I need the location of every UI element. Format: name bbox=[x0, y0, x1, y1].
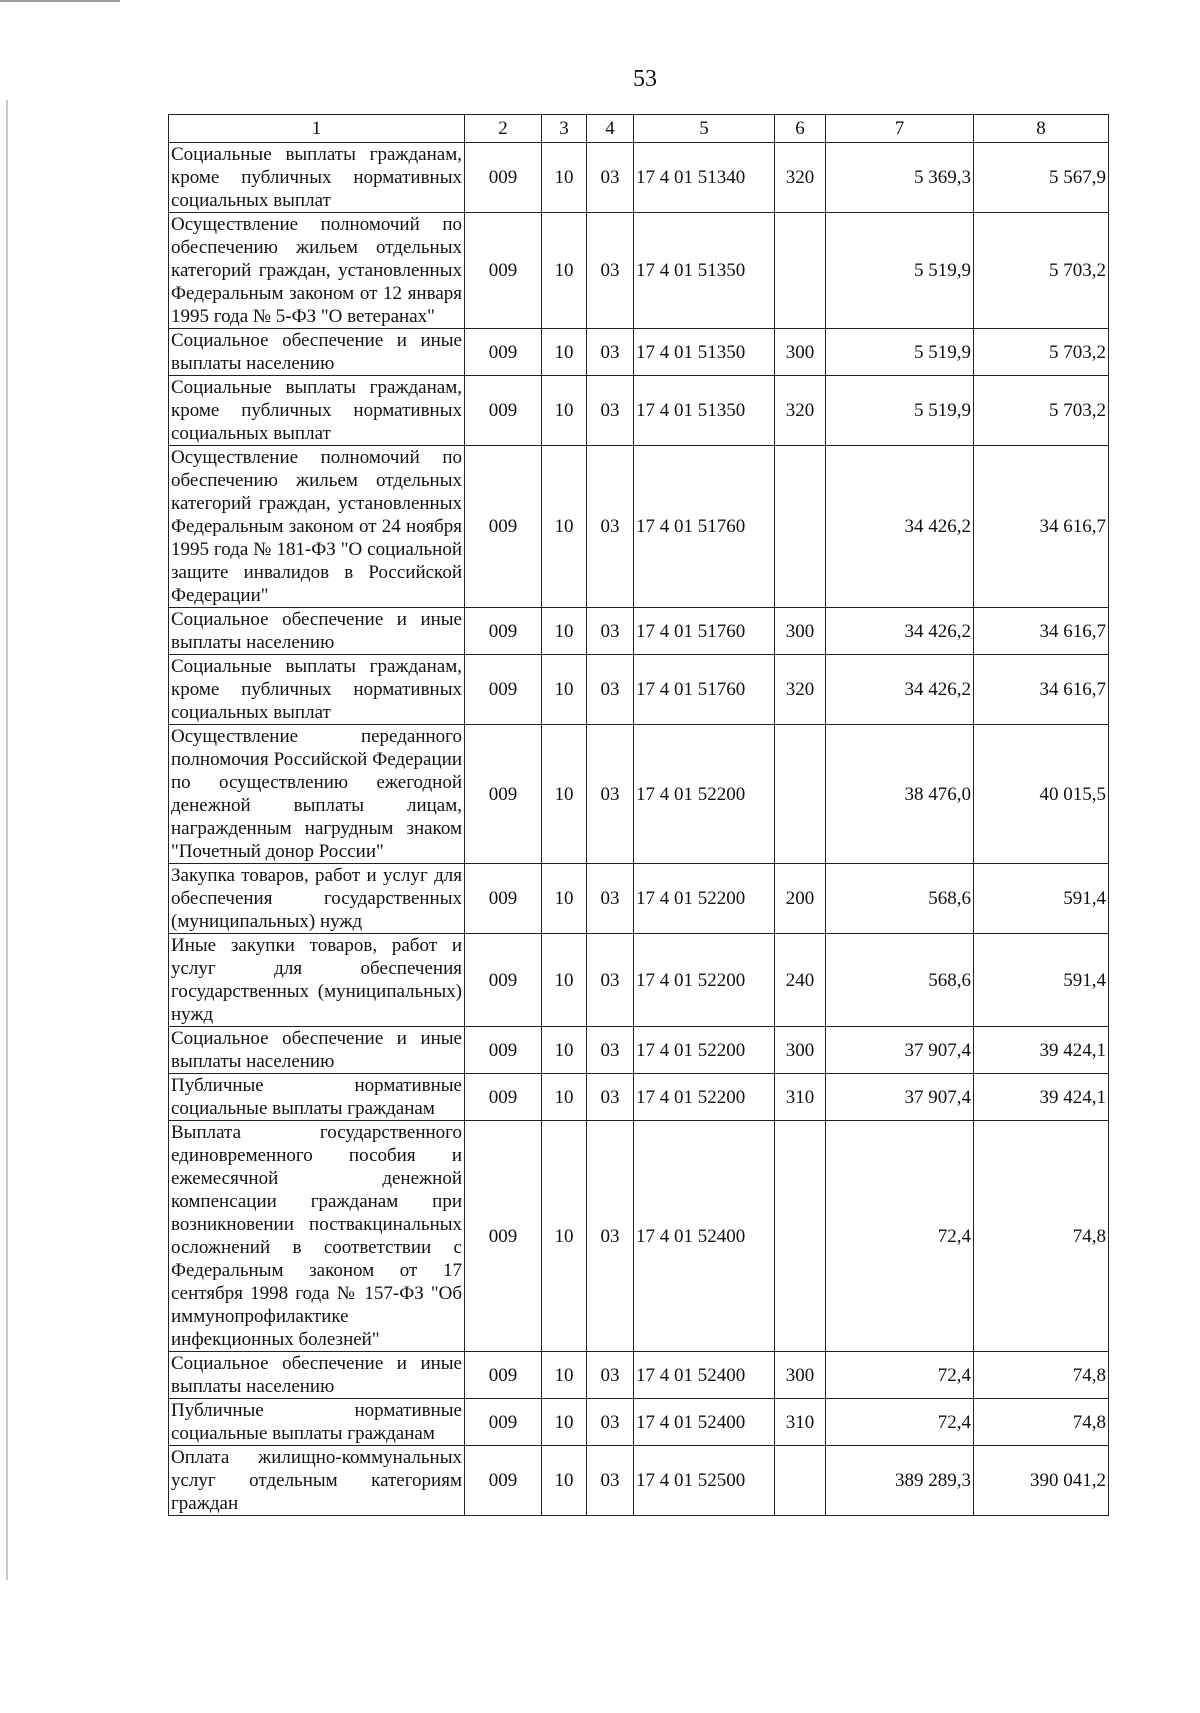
cell-subsection: 03 bbox=[587, 1027, 634, 1074]
cell-amount-year2: 591,4 bbox=[974, 934, 1109, 1027]
table-row bbox=[169, 329, 1109, 376]
cell-subsection: 03 bbox=[587, 143, 634, 213]
cell-target-article: 17 4 01 51340 bbox=[634, 143, 775, 213]
table-row bbox=[169, 1121, 1109, 1352]
row-name: Иные закупки товаров, работ и услуг для обеспечения государственных (муниципальных) нужд bbox=[169, 934, 465, 1027]
cell-subsection: 03 bbox=[587, 864, 634, 934]
cell-target-article: 17 4 01 52400 bbox=[634, 1399, 775, 1446]
cell-amount-year2: 390 041,2 bbox=[974, 1446, 1109, 1516]
cell-expense-type: 300 bbox=[775, 1027, 826, 1074]
cell-ministry-code: 009 bbox=[465, 329, 542, 376]
cell-amount-year2: 34 616,7 bbox=[974, 608, 1109, 655]
cell-section: 10 bbox=[542, 446, 587, 608]
table-row bbox=[169, 1399, 1109, 1446]
cell-expense-type: 300 bbox=[775, 1352, 826, 1399]
cell-amount-year1: 389 289,3 bbox=[826, 1446, 974, 1516]
table-row bbox=[169, 213, 1109, 329]
cell-amount-year2: 5 703,2 bbox=[974, 329, 1109, 376]
cell-target-article: 17 4 01 52500 bbox=[634, 1446, 775, 1516]
cell-subsection: 03 bbox=[587, 1121, 634, 1352]
cell-expense-type: 320 bbox=[775, 655, 826, 725]
cell-section: 10 bbox=[542, 1446, 587, 1516]
cell-expense-type bbox=[775, 725, 826, 864]
cell-section: 10 bbox=[542, 143, 587, 213]
cell-section: 10 bbox=[542, 725, 587, 864]
cell-subsection: 03 bbox=[587, 725, 634, 864]
cell-amount-year1: 37 907,4 bbox=[826, 1074, 974, 1121]
cell-ministry-code: 009 bbox=[465, 1121, 542, 1352]
cell-amount-year1: 72,4 bbox=[826, 1121, 974, 1352]
scan-artifact-edge bbox=[6, 100, 8, 1580]
cell-amount-year1: 5 519,9 bbox=[826, 329, 974, 376]
cell-ministry-code: 009 bbox=[465, 1027, 542, 1074]
row-name: Осуществление полномочий по обеспечению жильем отдельных категорий граждан, установленных Федеральным законом от 12 января 1995 года № 5-ФЗ "О ветеранах" bbox=[169, 213, 465, 329]
table-row bbox=[169, 864, 1109, 934]
cell-amount-year2: 74,8 bbox=[974, 1121, 1109, 1352]
cell-expense-type: 320 bbox=[775, 143, 826, 213]
cell-amount-year2: 39 424,1 bbox=[974, 1074, 1109, 1121]
cell-amount-year1: 38 476,0 bbox=[826, 725, 974, 864]
budget-table bbox=[168, 114, 1109, 1516]
cell-expense-type: 240 bbox=[775, 934, 826, 1027]
table-row bbox=[169, 1027, 1109, 1074]
cell-expense-type bbox=[775, 1121, 826, 1352]
cell-target-article: 17 4 01 51350 bbox=[634, 329, 775, 376]
row-name: Публичные нормативные социальные выплаты гражданам bbox=[169, 1399, 465, 1446]
table-row bbox=[169, 1074, 1109, 1121]
cell-target-article: 17 4 01 52200 bbox=[634, 725, 775, 864]
row-name: Социальное обеспечение и иные выплаты населению bbox=[169, 1352, 465, 1399]
header-cell: 7 bbox=[826, 115, 974, 143]
cell-amount-year2: 5 703,2 bbox=[974, 376, 1109, 446]
cell-subsection: 03 bbox=[587, 1074, 634, 1121]
table-header-row bbox=[169, 115, 1109, 143]
cell-ministry-code: 009 bbox=[465, 143, 542, 213]
header-cell: 5 bbox=[634, 115, 775, 143]
row-name: Социальные выплаты гражданам, кроме публичных нормативных социальных выплат bbox=[169, 143, 465, 213]
table-row bbox=[169, 143, 1109, 213]
cell-amount-year2: 34 616,7 bbox=[974, 446, 1109, 608]
cell-section: 10 bbox=[542, 864, 587, 934]
cell-target-article: 17 4 01 52200 bbox=[634, 864, 775, 934]
cell-subsection: 03 bbox=[587, 608, 634, 655]
cell-section: 10 bbox=[542, 1027, 587, 1074]
cell-expense-type bbox=[775, 1446, 826, 1516]
cell-subsection: 03 bbox=[587, 376, 634, 446]
cell-ministry-code: 009 bbox=[465, 864, 542, 934]
cell-expense-type: 310 bbox=[775, 1399, 826, 1446]
cell-section: 10 bbox=[542, 1074, 587, 1121]
table-row bbox=[169, 1352, 1109, 1399]
cell-ministry-code: 009 bbox=[465, 655, 542, 725]
cell-amount-year1: 34 426,2 bbox=[826, 608, 974, 655]
cell-amount-year2: 591,4 bbox=[974, 864, 1109, 934]
cell-section: 10 bbox=[542, 376, 587, 446]
cell-amount-year1: 72,4 bbox=[826, 1399, 974, 1446]
cell-amount-year1: 34 426,2 bbox=[826, 655, 974, 725]
cell-ministry-code: 009 bbox=[465, 376, 542, 446]
cell-section: 10 bbox=[542, 1399, 587, 1446]
table-row bbox=[169, 1446, 1109, 1516]
row-name: Социальное обеспечение и иные выплаты населению bbox=[169, 608, 465, 655]
cell-target-article: 17 4 01 52400 bbox=[634, 1352, 775, 1399]
cell-amount-year1: 34 426,2 bbox=[826, 446, 974, 608]
table-row bbox=[169, 608, 1109, 655]
cell-subsection: 03 bbox=[587, 213, 634, 329]
cell-section: 10 bbox=[542, 608, 587, 655]
header-cell: 2 bbox=[465, 115, 542, 143]
header-cell: 3 bbox=[542, 115, 587, 143]
cell-ministry-code: 009 bbox=[465, 608, 542, 655]
cell-subsection: 03 bbox=[587, 655, 634, 725]
cell-subsection: 03 bbox=[587, 446, 634, 608]
cell-amount-year1: 5 369,3 bbox=[826, 143, 974, 213]
row-name: Социальное обеспечение и иные выплаты населению bbox=[169, 1027, 465, 1074]
cell-amount-year2: 74,8 bbox=[974, 1399, 1109, 1446]
row-name: Осуществление полномочий по обеспечению жильем отдельных категорий граждан, установленных Федеральным законом от 24 ноября 1995 года № 181-ФЗ "О социальной защите инвалидов в Российской Федерации" bbox=[169, 446, 465, 608]
cell-expense-type: 300 bbox=[775, 329, 826, 376]
cell-target-article: 17 4 01 51350 bbox=[634, 376, 775, 446]
row-name: Социальные выплаты гражданам, кроме публичных нормативных социальных выплат bbox=[169, 655, 465, 725]
cell-subsection: 03 bbox=[587, 1446, 634, 1516]
cell-target-article: 17 4 01 52200 bbox=[634, 1074, 775, 1121]
cell-amount-year1: 72,4 bbox=[826, 1352, 974, 1399]
row-name: Закупка товаров, работ и услуг для обеспечения государственных (муниципальных) нужд bbox=[169, 864, 465, 934]
cell-amount-year2: 5 567,9 bbox=[974, 143, 1109, 213]
cell-ministry-code: 009 bbox=[465, 1352, 542, 1399]
cell-ministry-code: 009 bbox=[465, 446, 542, 608]
cell-amount-year2: 40 015,5 bbox=[974, 725, 1109, 864]
cell-amount-year1: 568,6 bbox=[826, 864, 974, 934]
cell-expense-type bbox=[775, 446, 826, 608]
header-cell: 4 bbox=[587, 115, 634, 143]
cell-amount-year2: 74,8 bbox=[974, 1352, 1109, 1399]
cell-ministry-code: 009 bbox=[465, 1399, 542, 1446]
cell-section: 10 bbox=[542, 655, 587, 725]
cell-target-article: 17 4 01 51350 bbox=[634, 213, 775, 329]
cell-section: 10 bbox=[542, 934, 587, 1027]
cell-expense-type: 200 bbox=[775, 864, 826, 934]
cell-amount-year1: 5 519,9 bbox=[826, 376, 974, 446]
cell-amount-year2: 5 703,2 bbox=[974, 213, 1109, 329]
header-cell: 1 bbox=[169, 115, 465, 143]
row-name: Социальное обеспечение и иные выплаты населению bbox=[169, 329, 465, 376]
cell-target-article: 17 4 01 52400 bbox=[634, 1121, 775, 1352]
page-number: 53 bbox=[633, 66, 657, 92]
cell-ministry-code: 009 bbox=[465, 1446, 542, 1516]
cell-expense-type: 320 bbox=[775, 376, 826, 446]
cell-target-article: 17 4 01 52200 bbox=[634, 934, 775, 1027]
cell-subsection: 03 bbox=[587, 329, 634, 376]
header-cell: 6 bbox=[775, 115, 826, 143]
cell-ministry-code: 009 bbox=[465, 725, 542, 864]
cell-target-article: 17 4 01 51760 bbox=[634, 446, 775, 608]
cell-expense-type: 310 bbox=[775, 1074, 826, 1121]
table-row bbox=[169, 446, 1109, 608]
cell-target-article: 17 4 01 51760 bbox=[634, 655, 775, 725]
row-name: Оплата жилищно-коммунальных услуг отдельным категориям граждан bbox=[169, 1446, 465, 1516]
cell-subsection: 03 bbox=[587, 1399, 634, 1446]
row-name: Социальные выплаты гражданам, кроме публичных нормативных социальных выплат bbox=[169, 376, 465, 446]
cell-amount-year2: 39 424,1 bbox=[974, 1027, 1109, 1074]
header-cell: 8 bbox=[974, 115, 1109, 143]
row-name: Публичные нормативные социальные выплаты гражданам bbox=[169, 1074, 465, 1121]
cell-ministry-code: 009 bbox=[465, 934, 542, 1027]
row-name: Осуществление переданного полномочия Российской Федерации по осуществлению ежегодной денежной выплаты лицам, награжденным нагрудным знаком "Почетный донор России" bbox=[169, 725, 465, 864]
table-row bbox=[169, 934, 1109, 1027]
cell-subsection: 03 bbox=[587, 934, 634, 1027]
table-row bbox=[169, 725, 1109, 864]
cell-amount-year1: 5 519,9 bbox=[826, 213, 974, 329]
cell-section: 10 bbox=[542, 1121, 587, 1352]
cell-amount-year1: 37 907,4 bbox=[826, 1027, 974, 1074]
table-row bbox=[169, 376, 1109, 446]
cell-section: 10 bbox=[542, 329, 587, 376]
cell-section: 10 bbox=[542, 213, 587, 329]
cell-subsection: 03 bbox=[587, 1352, 634, 1399]
table-row bbox=[169, 655, 1109, 725]
cell-amount-year1: 568,6 bbox=[826, 934, 974, 1027]
cell-expense-type: 300 bbox=[775, 608, 826, 655]
scan-artifact-line bbox=[0, 0, 120, 2]
cell-section: 10 bbox=[542, 1352, 587, 1399]
row-name: Выплата государственного единовременного пособия и ежемесячной денежной компенсации гражданам при возникновении поствакцинальных осложнений в соответствии с Федеральным законом от 17 сентября 1998 года № 157-ФЗ "Об иммунопрофилактике инфекционных болезней" bbox=[169, 1121, 465, 1352]
cell-ministry-code: 009 bbox=[465, 1074, 542, 1121]
cell-target-article: 17 4 01 52200 bbox=[634, 1027, 775, 1074]
cell-ministry-code: 009 bbox=[465, 213, 542, 329]
cell-amount-year2: 34 616,7 bbox=[974, 655, 1109, 725]
cell-expense-type bbox=[775, 213, 826, 329]
cell-target-article: 17 4 01 51760 bbox=[634, 608, 775, 655]
